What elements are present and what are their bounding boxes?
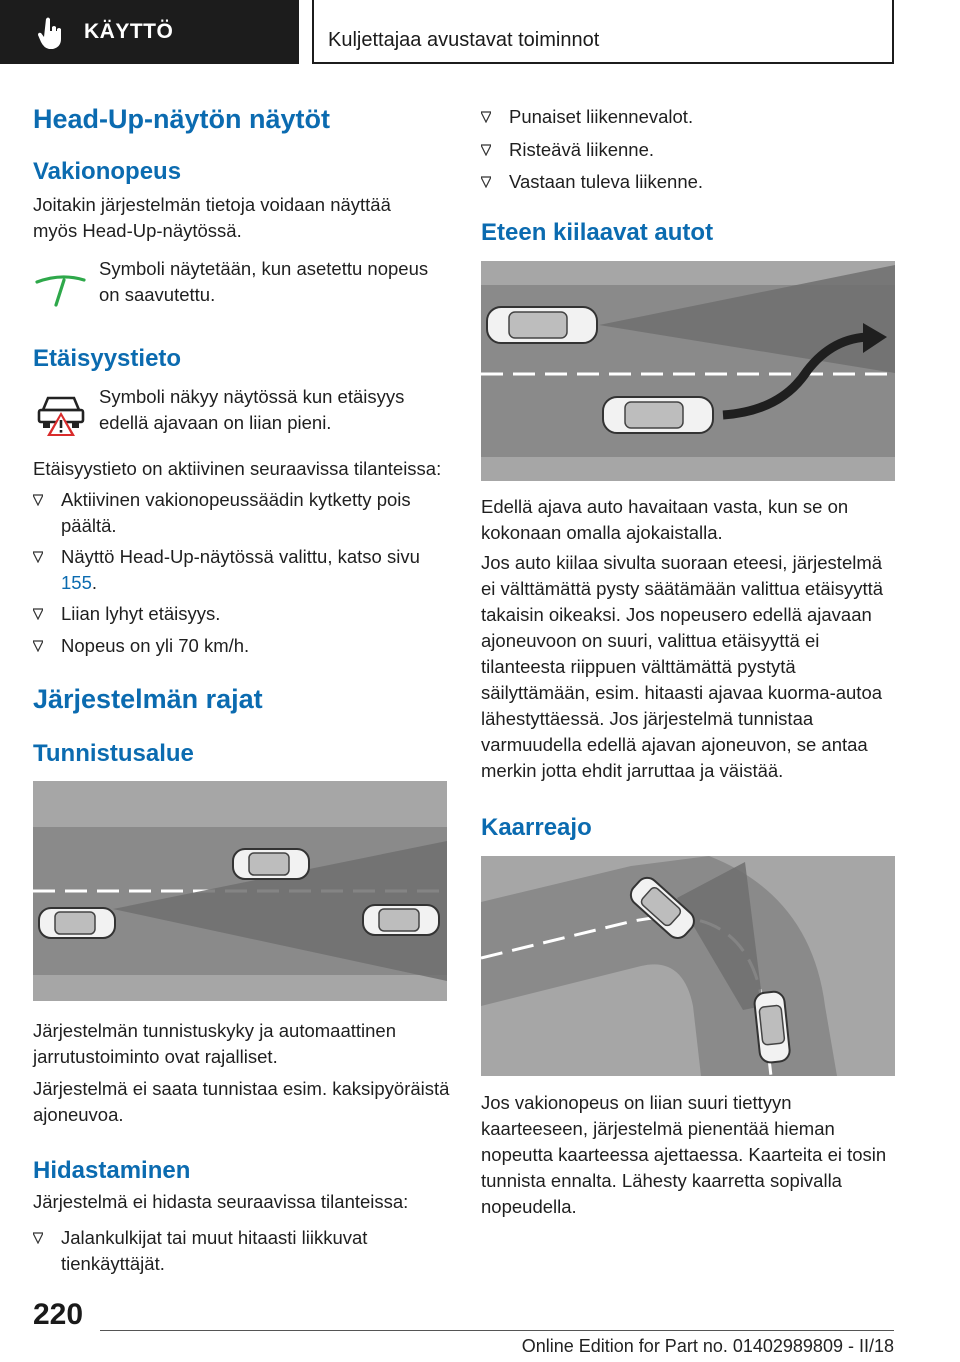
list-item: Vastaan tuleva liikenne. [481, 169, 919, 195]
car-other-lane [233, 849, 309, 879]
etaisyys-symbol-text: Symboli näkyy näytössä kun etäisyys edellä ajavaan on liian pieni. [99, 386, 405, 433]
list-item: Risteävä liikenne. [481, 137, 919, 163]
footer-divider [100, 1330, 894, 1331]
list-item: Näyttö Head-Up-näytössä valittu, katso sivu 155. [33, 544, 451, 596]
figure-detection-area [33, 781, 447, 1001]
page-link[interactable]: 155 [61, 572, 92, 593]
kiilaavat-p2: Jos auto kiilaa sivulta suoraan eteesi, järjestelmä ei välttämättä pysty säätämään valittua etäisyyttä takaisin oikeaksi. Jos nopeusero edellä ajavaan ajoneuvoon on suuri, valittua etäisyyttä ei tilanteesta riippuen välttämättä pystytä säilyttämään, esim. hitaasti ajavaa kuorma-autoa lähestyttäessä. Jos järjestelmä tunnistaa varmuudella edellä ajavan ajoneuvon, se antaa merkin jotta ehdit jarruttaa ja väistää. [481, 552, 884, 781]
figure-curve [481, 856, 895, 1076]
list-item: Jalankulkijat tai muut hitaasti liikkuvat tienkäyttäjät. [33, 1225, 451, 1277]
figure-cut-in [481, 261, 895, 481]
heading-rajat: Järjestelmän rajat [33, 684, 263, 714]
edition-text: Online Edition for Part no. 01402989809 - II/18 [521, 1336, 894, 1356]
section-title: KÄYTTÖ [84, 20, 174, 43]
list-item: Liian lyhyt etäisyys. [33, 601, 451, 627]
bullet-triangle-icon [33, 494, 43, 506]
kaarreajo-p1: Jos vakionopeus on liian suuri tiettyyn kaarteeseen, järjestelmä pienentää hieman nopeutta kaarteessa ajettaessa. Kaarteita ei tosin tunnista ennalta. Lähesty kaarretta sopivalla nopeudella. [481, 1092, 887, 1217]
vakionopeus-symbol-text: Symboli näytetään, kun asetettu nopeus on saavutettu. [99, 258, 429, 305]
hidastaminen-intro: Järjestelmä ei hidasta seuraavissa tilanteissa: [33, 1191, 409, 1212]
hand-touch-icon [36, 15, 66, 49]
section-tab [0, 0, 299, 64]
car-own [487, 307, 597, 343]
bullet-triangle-icon [33, 551, 43, 563]
kiilaavat-p1: Edellä ajava auto havaitaan vasta, kun se on kokonaan omalla ajokaistalla. [481, 496, 849, 543]
bullet-triangle-icon [33, 640, 43, 652]
page-title: Head-Up-näytön näytöt [33, 104, 330, 134]
bullet-triangle-icon [481, 176, 491, 188]
car-front-lane [363, 905, 439, 935]
speed-reached-icon [34, 268, 88, 308]
heading-kiilaavat: Eteen kiilaavat autot [481, 219, 714, 246]
car-front [754, 991, 791, 1064]
list-item: Aktiivinen vakionopeussäädin kytketty pois päältä. [33, 487, 451, 539]
car-cutting-in [603, 397, 713, 433]
bullet-triangle-icon [481, 111, 491, 123]
heading-etaisyystieto: Etäisyystieto [33, 345, 182, 372]
vakionopeus-text: Joitakin järjestelmän tietoja voidaan näyttää myös Head-Up-näytössä. [33, 194, 391, 241]
chapter-title: Kuljettajaa avustavat toiminnot [328, 29, 600, 51]
bullet-triangle-icon [33, 608, 43, 620]
heading-tunnistusalue: Tunnistusalue [33, 740, 194, 767]
list-item: Punaiset liikennevalot. [481, 104, 919, 130]
car-own [39, 908, 115, 938]
etaisyys-intro: Etäisyystieto on aktiivinen seuraavissa tilanteissa: [33, 458, 442, 479]
tunnistus-p2: Järjestelmä ei saata tunnistaa esim. kaksipyöräistä ajoneuvoa. [33, 1078, 450, 1125]
distance-warning-icon [35, 390, 87, 438]
tunnistus-p1: Järjestelmän tunnistuskyky ja automaattinen jarrutustoiminto ovat rajalliset. [33, 1020, 396, 1067]
list-item: Nopeus on yli 70 km/h. [33, 633, 451, 659]
bullet-triangle-icon [481, 144, 491, 156]
heading-vakionopeus: Vakionopeus [33, 158, 182, 185]
chapter-header [312, 0, 894, 64]
heading-kaarreajo: Kaarreajo [481, 814, 592, 841]
bullet-triangle-icon [33, 1232, 43, 1244]
heading-hidastaminen: Hidastaminen [33, 1157, 191, 1184]
page-number: 220 [33, 1298, 84, 1331]
